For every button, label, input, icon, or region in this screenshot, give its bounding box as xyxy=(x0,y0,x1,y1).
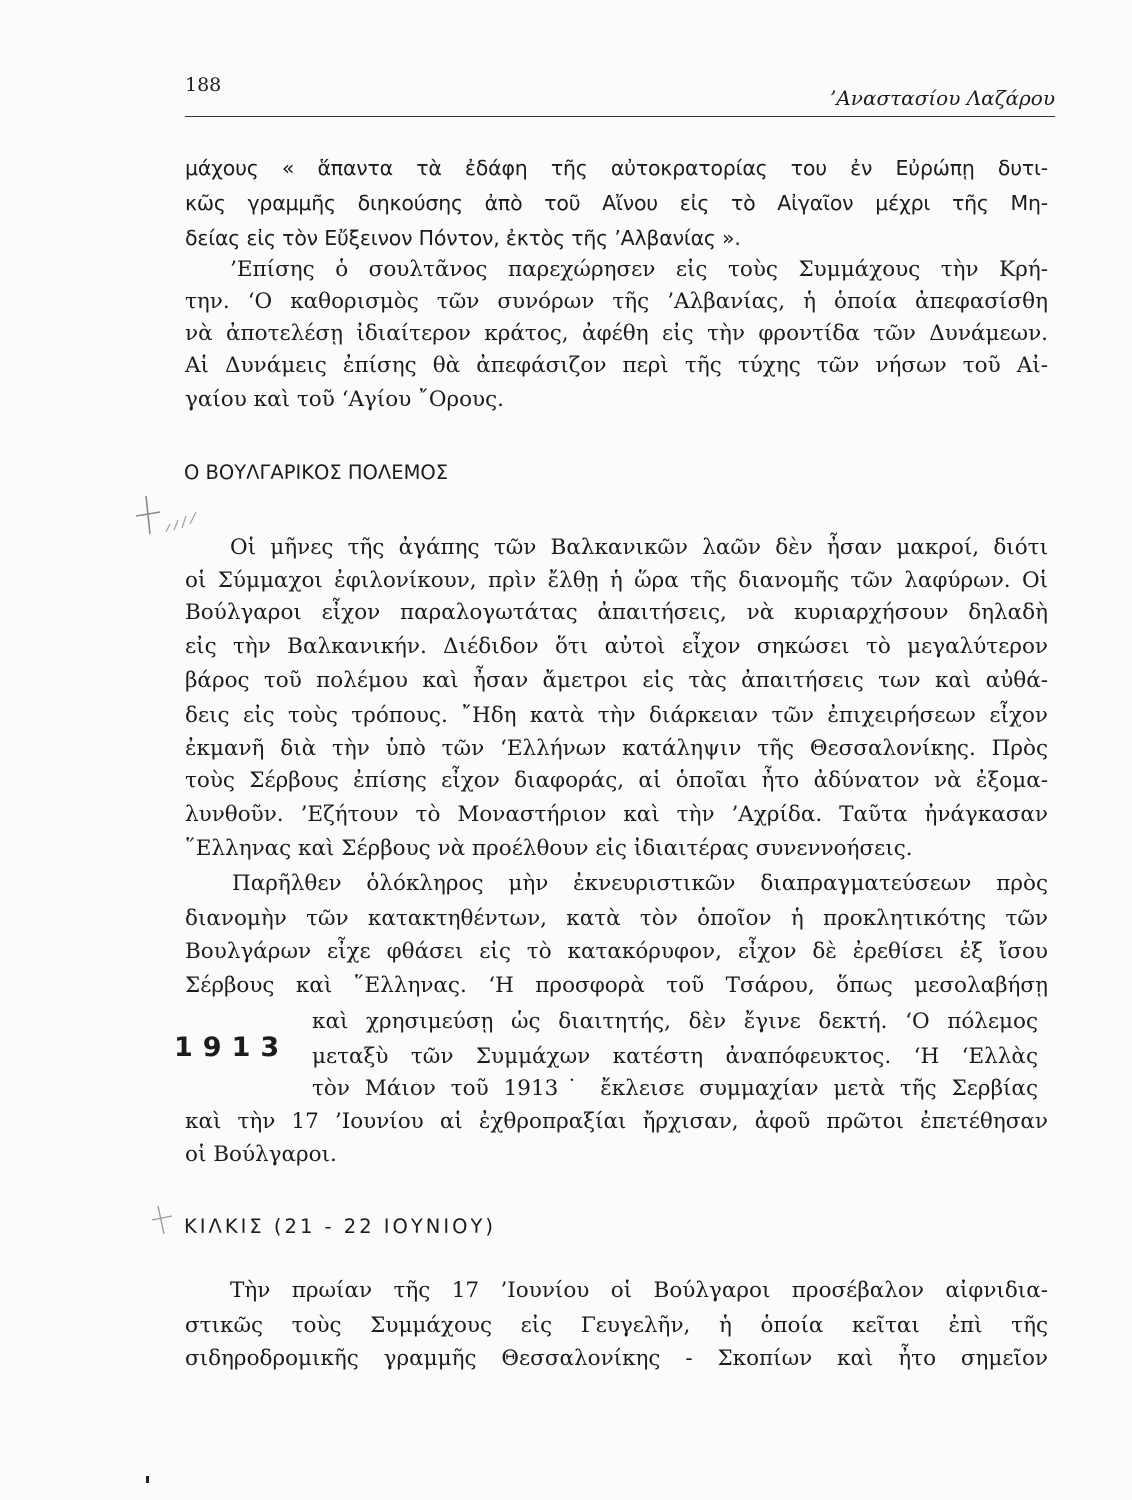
text-line: βάρος τοῦ πολέμου καὶ ἦσαν ἄμετροι εἰς τὰς ἀπαιτήσεις των καὶ αὐθά- xyxy=(185,668,1048,693)
margin-year: 1913 xyxy=(174,1032,290,1063)
text-line: λυνθοῦν. ’Εζήτουν τὸ Μοναστήριον καὶ τὴν ’Αχρίδα. Ταῦτα ἠνάγκασαν xyxy=(185,802,1048,827)
text-line: οἱ Σύμμαχοι ἐφιλονίκουν, πρὶν ἔλθῃ ἡ ὥρα τῆς διανομῆς τῶν λαφύρων. Οἱ xyxy=(185,568,1048,593)
text-line: Αἱ Δυνάμεις ἐπίσης θὰ ἀπεφάσιζον περὶ τῆς τύχης τῶν νήσων τοῦ Αἰ- xyxy=(185,353,1048,378)
text-line: Τὴν πρωίαν τῆς 17 ’Ιουνίου οἱ Βούλγαροι προσέβαλον αἰφνιδια- xyxy=(230,1278,1048,1303)
text-line: δεις εἰς τοὺς τρόπους. ῎Ηδη κατὰ τὴν διάρκειαν τῶν ἐπιχειρήσεων εἶχον xyxy=(185,703,1048,728)
text-line: μεταξὺ τῶν Συμμάχων κατέστη ἀναπόφευκτος. ‘Η ‘Ελλὰς xyxy=(312,1044,1038,1069)
text-line: ’Επίσης ὁ σουλτᾶνος παρεχώρησεν εἰς τοὺς Συμμάχους τὴν Κρή- xyxy=(230,257,1048,282)
text-line: ἐκμανῆ διὰ τὴν ὑπὸ τῶν ‘Ελλήνων κατάληψιν τῆς Θεσσαλονίκης. Πρὸς xyxy=(185,736,1048,761)
text-line: Βούλγαροι εἶχον παραλογωτάτας ἀπαιτήσεις, νὰ κυριαρχήσουν δηλαδὴ xyxy=(185,600,1048,625)
pencil-annotation xyxy=(150,1200,180,1240)
text-line: στικῶς τοὺς Συμμάχους εἰς Γευγελῆν, ἡ ὁποία κεῖται ἐπὶ τῆς xyxy=(185,1313,1048,1338)
page-header xyxy=(185,74,1055,114)
text-line: Βουλγάρων εἶχε φθάσει εἰς τὸ κατακόρυφον, εἶχον δὲ ἐρεθίσει ἐξ ἴσου xyxy=(185,939,1048,964)
text-line: κῶς γραμμῆς διηκούσης ἀπὸ τοῦ Αἴνου εἰς τὸ Αἰγαῖον μέχρι τῆς Μη- xyxy=(185,191,1048,215)
text-line: σιδηροδρομικῆς γραμμῆς Θεσσαλονίκης - Σκοπίων καὶ ἦτο σημεῖον xyxy=(185,1346,1048,1371)
text-line: μάχους « ἅπαντα τὰ ἐδάφη τῆς αὐτοκρατορίας του ἐν Εὐρώπῃ δυτι- xyxy=(185,156,1048,180)
text-line: Οἱ μῆνες τῆς ἀγάπης τῶν Βαλκανικῶν λαῶν δὲν ἦσαν μακροί, διότι xyxy=(230,535,1048,560)
header-rule xyxy=(185,116,1055,117)
scan-speck xyxy=(146,1476,149,1483)
text-line: την. ‘Ο καθορισμὸς τῶν συνόρων τῆς ’Αλβανίας, ἡ ὁποία ἀπεφασίσθη xyxy=(185,289,1048,314)
section-heading: Ο ΒΟΥΛΓΑΡΙΚΟΣ ΠΟΛΕΜΟΣ xyxy=(184,461,449,484)
text-line: εἰς τὴν Βαλκανικήν. Διέδιδον ὅτι αὐτοὶ εἶχον σηκώσει τὸ μεγαλύτερον xyxy=(185,634,1048,659)
section-heading: ΚΙΛΚΙΣ (21 - 22 ΙΟΥΝΙΟΥ) xyxy=(184,1215,497,1238)
text-line: νὰ ἀποτελέσῃ ἰδιαίτερον κράτος, ἀφέθη εἰς τὴν φροντίδα τῶν Δυνάμεων. xyxy=(185,321,1048,346)
text-line: τοὺς Σέρβους ἐπίσης εἶχον διαφοράς, αἱ ὁποῖαι ἦτο ἀδύνατον νὰ ἐξομα- xyxy=(185,768,1048,793)
text-line: διανομὴν τῶν κατακτηθέντων, κατὰ τὸν ὁποῖον ἡ προκλητικότης τῶν xyxy=(185,906,1048,931)
text-line: καὶ χρησιμεύσῃ ὡς διαιτητής, δὲν ἔγινε δεκτή. ‘Ο πόλεμος xyxy=(312,1009,1038,1034)
text-line: τὸν Μάιον τοῦ 1913˙ ἔκλεισε συμμαχίαν μετὰ τῆς Σερβίας xyxy=(312,1076,1038,1101)
text-line: γαίου καὶ τοῦ ‘Αγίου ῎Ορους. xyxy=(185,387,505,412)
running-head: ’Αναστασίου Λαζάρου xyxy=(830,86,1055,110)
text-line: καὶ τὴν 17 ’Ιουνίου αἱ ἐχθροπραξίαι ἤρχισαν, ἀφοῦ πρῶτοι ἐπετέθησαν xyxy=(185,1109,1048,1134)
text-line: Παρῆλθεν ὁλόκληρος μὴν ἐκνευριστικῶν διαπραγματεύσεων πρὸς xyxy=(232,871,1048,896)
pencil-annotation xyxy=(130,490,210,560)
text-line: δείας εἰς τὸν Εὔξεινον Πόντον, ἐκτὸς τῆς ’Αλβανίας ». xyxy=(185,226,741,250)
page-number: 188 xyxy=(185,74,222,96)
text-line: οἱ Βούλγαροι. xyxy=(185,1142,337,1167)
text-line: Σέρβους καὶ ῞Ελληνας. ‘Η προσφορὰ τοῦ Τσάρου, ὅπως μεσολαβήσῃ xyxy=(185,973,1048,998)
text-line: ῞Ελληνας καὶ Σέρβους νὰ προέλθουν εἰς ἰδιαιτέρας συνεννοήσεις. xyxy=(185,836,913,861)
